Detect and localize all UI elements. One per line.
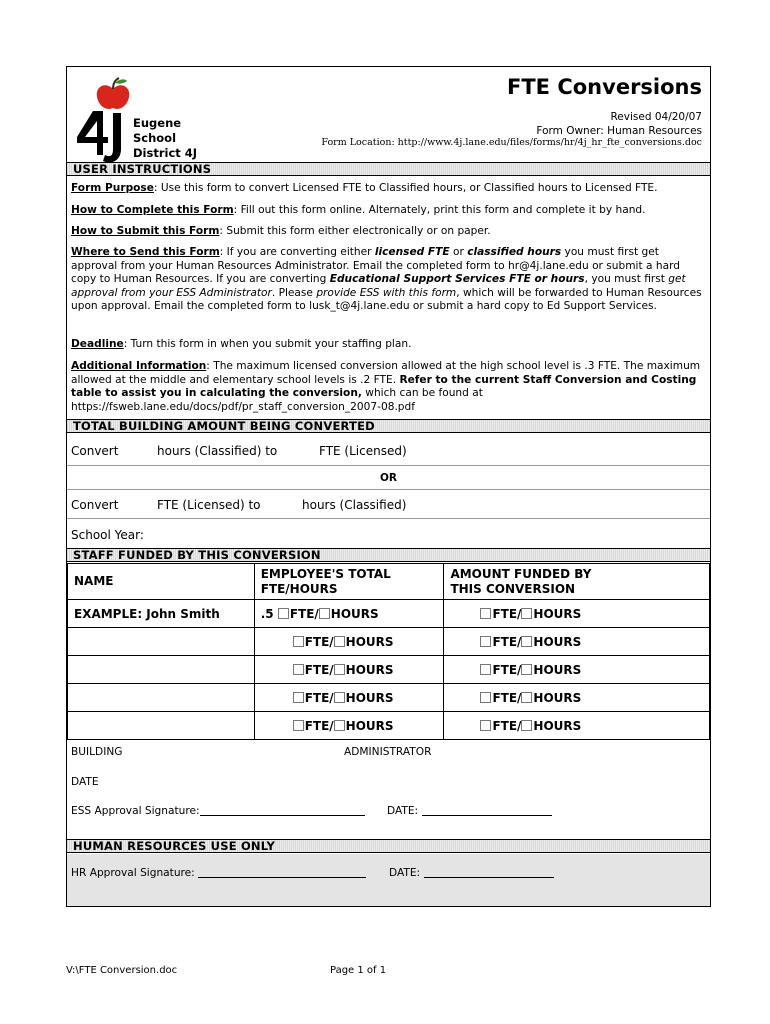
total-building-amount-header: TOTAL BUILDING AMOUNT BEING CONVERTED xyxy=(67,419,710,433)
fte-checkbox[interactable] xyxy=(293,720,304,731)
amount-cell: FTE/ HOURS xyxy=(444,684,710,712)
total-cell: FTE/ HOURS xyxy=(254,628,444,656)
hr-date-field[interactable]: DATE: xyxy=(389,867,554,879)
hours-checkbox[interactable] xyxy=(334,692,345,703)
where-to-send: Where to Send this Form: If you are converting either licensed FTE or classified hours you must first get approval from your Human Resources Administrator. Email the completed form to hr@4j.lane.edu or submit a hard copy to Human Resources. If you are converting Educational Support Services FTE or hours, you must first get approval from your ESS Administrator. Please provide ESS with this form, which will be forwarded to Human Resources upon approval. Email the completed form to lusk_t@4j.lane.edu or submit a hard copy to Ed Support Services. xyxy=(71,246,702,313)
col-employee-total: EMPLOYEE'S TOTAL FTE/HOURS xyxy=(254,564,444,600)
col-amount-funded: AMOUNT FUNDED BY THIS CONVERSION xyxy=(444,564,710,600)
additional-information: Additional Information: The maximum licensed conversion allowed at the high school level is .3 FTE. The maximum allowed at the middle and elementary school levels is .2 FTE. Refer to the current Staff Conversion and Costing table to assist you in calculating the conversion, which can be found at https://fsweb.lane.edu/docs/pdf/pr_staff_conversion_2007-08.pdf xyxy=(71,360,701,413)
revised-date: Revised 04/20/07 xyxy=(610,111,702,123)
name-cell[interactable] xyxy=(68,656,255,684)
example-total: .5 FTE/ HOURS xyxy=(254,600,444,628)
name-cell[interactable] xyxy=(68,712,255,740)
footer-page-number: Page 1 of 1 xyxy=(330,965,387,976)
how-to-submit: How to Submit this Form: Submit this form either electronically or on paper. xyxy=(71,225,491,237)
divider xyxy=(67,465,710,466)
fte-checkbox[interactable] xyxy=(293,664,304,675)
table-row xyxy=(68,684,710,712)
fte-checkbox[interactable] xyxy=(278,608,289,619)
administrator-field[interactable]: ADMINISTRATOR xyxy=(344,746,432,758)
hours-checkbox[interactable] xyxy=(521,636,532,647)
hours-checkbox[interactable] xyxy=(334,720,345,731)
col-name: NAME xyxy=(68,564,255,600)
or-separator: OR xyxy=(380,472,398,484)
date-field[interactable]: DATE xyxy=(71,776,99,788)
amount-cell: FTE/ HOURS xyxy=(444,712,710,740)
hours-checkbox[interactable] xyxy=(521,664,532,675)
form-owner: Form Owner: Human Resources xyxy=(536,125,702,137)
hours-classified-to-label[interactable]: hours (Classified) to xyxy=(157,444,278,458)
name-cell[interactable] xyxy=(68,628,255,656)
example-amount: FTE/ HOURS xyxy=(444,600,710,628)
example-name: EXAMPLE: John Smith xyxy=(68,600,255,628)
ess-date-field[interactable]: DATE: xyxy=(387,805,552,817)
table-row xyxy=(68,628,710,656)
building-field[interactable]: BUILDING xyxy=(71,746,123,758)
hours-checkbox[interactable] xyxy=(334,636,345,647)
total-cell: FTE/ HOURS xyxy=(254,712,444,740)
staff-table-header xyxy=(68,564,710,600)
deadline: Deadline: Turn this form in when you submit your staffing plan. xyxy=(71,338,412,350)
staff-funded-header: STAFF FUNDED BY THIS CONVERSION xyxy=(67,548,710,562)
amount-cell: FTE/ HOURS xyxy=(444,656,710,684)
divider xyxy=(67,518,710,519)
fte-licensed-label[interactable]: FTE (Licensed) xyxy=(319,444,407,458)
hours-classified-label[interactable]: hours (Classified) xyxy=(302,498,407,512)
total-cell: FTE/ HOURS xyxy=(254,656,444,684)
hours-checkbox[interactable] xyxy=(521,720,532,731)
hours-checkbox[interactable] xyxy=(521,692,532,703)
name-cell[interactable] xyxy=(68,684,255,712)
user-instructions-header: USER INSTRUCTIONS xyxy=(67,162,710,176)
divider xyxy=(67,489,710,490)
hr-signature-field[interactable]: HR Approval Signature: xyxy=(71,867,366,879)
example-row xyxy=(68,600,710,628)
convert-label-2: Convert xyxy=(71,498,119,512)
hours-checkbox[interactable] xyxy=(319,608,330,619)
how-to-complete: How to Complete this Form: Fill out this form online. Alternately, print this form and complete it by hand. xyxy=(71,204,646,216)
footer-filename: V:\FTE Conversion.doc xyxy=(66,965,178,976)
hr-use-only-header: HUMAN RESOURCES USE ONLY xyxy=(67,839,710,853)
fte-checkbox[interactable] xyxy=(480,692,491,703)
total-cell: FTE/ HOURS xyxy=(254,684,444,712)
fte-checkbox[interactable] xyxy=(480,636,491,647)
ess-signature-field[interactable]: ESS Approval Signature: xyxy=(71,805,365,817)
form-location: Form Location: http://www.4j.lane.edu/files/forms/hr/4j_hr_fte_conversions.doc xyxy=(321,137,702,148)
fte-licensed-to-label[interactable]: FTE (Licensed) to xyxy=(157,498,261,512)
amount-cell: FTE/ HOURS xyxy=(444,628,710,656)
district-name: Eugene School District 4J xyxy=(133,116,198,160)
fte-checkbox[interactable] xyxy=(480,608,491,619)
fte-checkbox[interactable] xyxy=(480,720,491,731)
fte-checkbox[interactable] xyxy=(480,664,491,675)
table-row xyxy=(68,712,710,740)
fte-conversion-form xyxy=(66,66,711,907)
staff-table xyxy=(67,563,710,740)
form-purpose: Form Purpose: Use this form to convert Licensed FTE to Classified hours, or Classified hours to Licensed FTE. xyxy=(71,182,658,194)
hours-checkbox[interactable] xyxy=(334,664,345,675)
fte-checkbox[interactable] xyxy=(293,636,304,647)
form-meta xyxy=(536,110,702,138)
convert-label: Convert xyxy=(71,444,119,458)
district-logo xyxy=(75,75,225,165)
table-row xyxy=(68,656,710,684)
form-title: FTE Conversions xyxy=(507,75,702,99)
hr-area xyxy=(67,854,710,906)
hours-checkbox[interactable] xyxy=(521,608,532,619)
fte-checkbox[interactable] xyxy=(293,692,304,703)
school-year-field[interactable]: School Year: xyxy=(71,528,144,542)
